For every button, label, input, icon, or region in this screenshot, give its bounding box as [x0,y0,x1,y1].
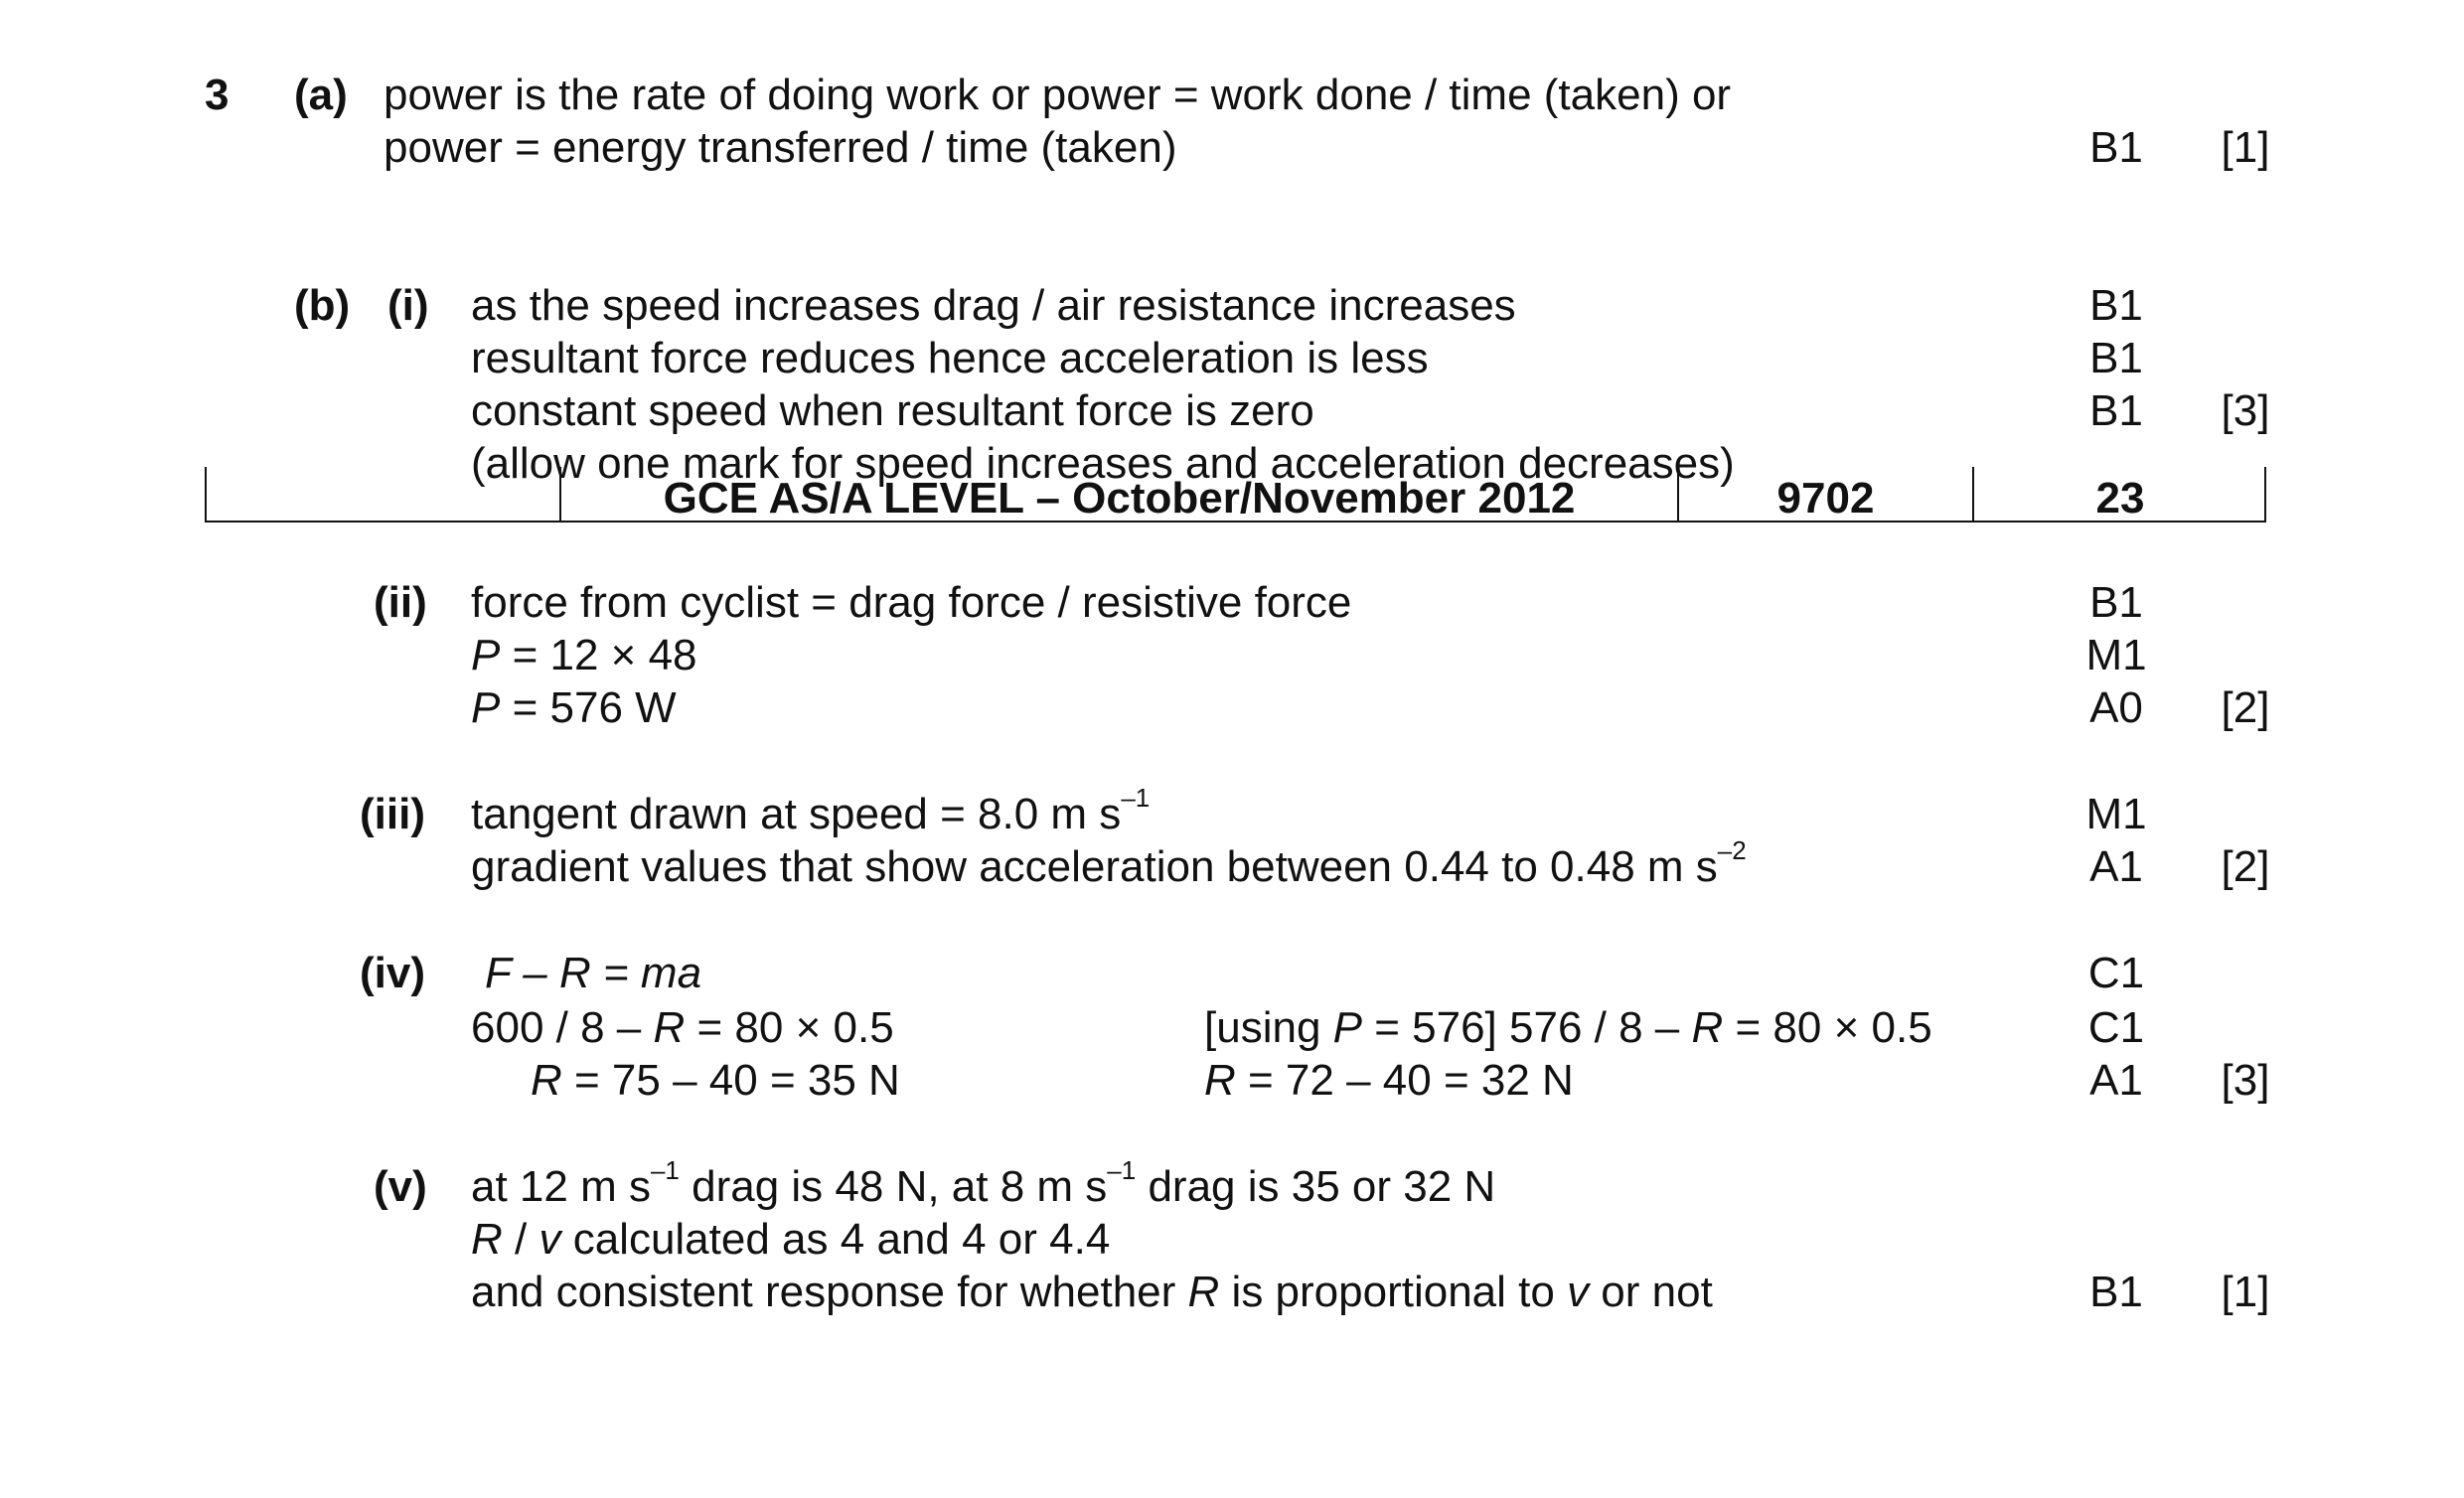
part-b-i-line-3: constant speed when resultant force is zero [471,386,1314,435]
part-b-label: (b) [294,281,351,330]
part-b-iii-mark-2: A1 [2089,842,2143,891]
part-a-label: (a) [294,71,348,119]
part-b-ii-line-2-text: = 12 × 48 [500,631,697,679]
part-b-ii-line-3-text: = 576 W [500,683,677,732]
part-b-i-line-1: as the speed increases drag / air resistance increases [471,281,1516,330]
part-b-iii-line-1-text: tangent drawn at speed = 8.0 m s [471,790,1122,838]
part-b-iv-left-1 [471,1003,894,1052]
var-p: P [471,683,501,732]
part-b-iv-right-1 [1204,1003,1932,1052]
header-code: 9702 [1776,474,1875,523]
part-b-i-mark-2: B1 [2089,334,2143,382]
var-r: R [531,1056,562,1105]
part-a-line-1: power is the rate of doing work or power = work done / time (taken) or [384,71,1732,119]
part-a-total: [1] [2221,123,2270,172]
part-a-line-2: power = energy transferred / time (taken) [384,123,1177,172]
part-b-v-line-1 [471,1155,1496,1211]
text: = 72 – 40 = 32 N [1235,1056,1574,1105]
part-b-i-mark-1: B1 [2089,281,2143,330]
var-r: R [1691,1003,1724,1052]
part-b-iv-mark-1: C1 [2087,949,2145,997]
part-b-i-total: [3] [2221,386,2270,435]
text: drag is 48 N, at 8 m s [679,1162,1108,1211]
text: or not [1589,1268,1713,1316]
text: drag is 35 or 32 N [1136,1162,1496,1211]
var-p: P [471,631,501,679]
part-b-iii-mark-1: M1 [2085,790,2147,838]
part-b-ii-mark-1: B1 [2089,578,2143,627]
part-b-iv-mark-2: C1 [2087,1003,2145,1052]
part-b-iii-line-2-text: gradient values that show acceleration between 0.44 to 0.48 m s [471,842,1718,891]
part-b-iii-line-1 [471,783,1151,838]
part-b-ii-line-1: force from cyclist = drag force / resistive force [471,578,1352,627]
exponent: –2 [1717,835,1747,865]
part-b-iii-line-2 [471,835,1747,891]
part-b-i-label: (i) [387,281,429,330]
text: 600 / 8 – [471,1003,654,1052]
var-r: R [1204,1056,1236,1105]
text: = 75 – 40 = 35 N [561,1056,900,1105]
question-number: 3 [205,71,230,119]
part-b-v-total: [1] [2221,1268,2270,1316]
part-b-v-line-2 [471,1215,1111,1264]
text: = 576] 576 / 8 – [1362,1003,1692,1052]
part-b-ii-line-2 [471,631,697,679]
text: / [502,1215,539,1264]
var-r: R [653,1003,686,1052]
part-b-v-label: (v) [374,1162,427,1211]
part-b-iv-label: (iv) [360,949,425,997]
header-syllabus: GCE AS/A LEVEL – October/November 2012 [663,474,1576,523]
header-paper: 23 [2095,474,2145,523]
text: calculated as 4 and 4 or 4.4 [560,1215,1111,1264]
part-b-v-mark: B1 [2089,1268,2143,1316]
var-r: R [1187,1268,1220,1316]
part-b-iv-mark-3: A1 [2089,1056,2143,1105]
var-v: v [1567,1268,1590,1316]
text: and consistent response for whether [471,1268,1188,1316]
page-header-table [205,467,2266,523]
part-b-ii-label: (ii) [374,578,427,627]
part-b-iv-total: [3] [2221,1056,2270,1105]
exponent: –1 [1107,1155,1137,1185]
part-b-ii-mark-2: M1 [2085,631,2147,679]
part-b-iv-left-2 [531,1056,900,1105]
part-b-iv-equation: F – R = ma [485,949,702,997]
part-b-iv-right-2 [1204,1056,1574,1105]
var-p: P [1332,1003,1362,1052]
part-a-mark: B1 [2089,123,2143,172]
part-b-iii-total: [2] [2221,842,2270,891]
text: at 12 m s [471,1162,651,1211]
var-v: v [539,1215,561,1264]
var-r: R [471,1215,503,1264]
text: = 80 × 0.5 [1723,1003,1932,1052]
part-b-i-mark-3: B1 [2089,386,2143,435]
part-b-ii-line-3 [471,683,677,732]
part-b-iii-label: (iii) [360,790,425,838]
exponent: –1 [1121,783,1151,813]
part-b-i-line-4: (allow one mark for speed increases and acceleration decreases) [471,439,1735,488]
text: = 80 × 0.5 [685,1003,894,1052]
part-b-ii-mark-3: A0 [2089,683,2143,732]
part-b-v-line-3 [471,1268,1713,1316]
text: is proportional to [1219,1268,1568,1316]
exponent: –1 [650,1155,680,1185]
part-b-i-line-2: resultant force reduces hence acceleration is less [471,334,1429,382]
part-b-ii-total: [2] [2221,683,2270,732]
text: [using [1204,1003,1333,1052]
